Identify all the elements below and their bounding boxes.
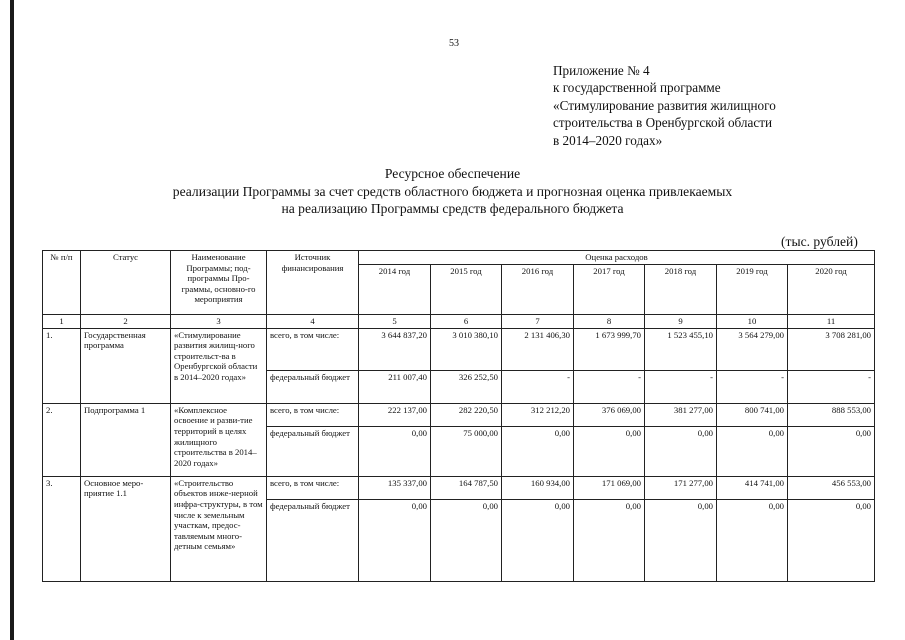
total-value: 414 741,00: [717, 476, 788, 499]
column-number: 10: [717, 315, 788, 329]
total-value: 888 553,00: [788, 403, 875, 426]
total-value: 282 220,50: [431, 403, 502, 426]
federal-value: 211 007,40: [359, 370, 431, 403]
total-value: 171 069,00: [574, 476, 645, 499]
federal-value: -: [645, 370, 717, 403]
total-value: 312 212,20: [502, 403, 574, 426]
row-number: 1.: [43, 328, 81, 403]
federal-value: 326 252,50: [431, 370, 502, 403]
federal-value: 0,00: [717, 426, 788, 476]
row-name: «Комплексное освоение и разви-тие территорий в целях жилищного строительства в 2014–2020 годах»: [171, 403, 267, 476]
row-status: Государственная программа: [81, 328, 171, 403]
title-line: реализации Программы за счет средств областного бюджета и прогнозная оценка привлекаемых: [172, 183, 733, 199]
federal-value: -: [717, 370, 788, 403]
row-source-federal: федеральный бюджет: [267, 370, 359, 403]
total-value: 160 934,00: [502, 476, 574, 499]
column-number: 5: [359, 315, 431, 329]
federal-value: 0,00: [574, 426, 645, 476]
federal-value: 0,00: [502, 426, 574, 476]
federal-value: 0,00: [574, 499, 645, 581]
federal-value: -: [574, 370, 645, 403]
appendix-line: строительства в Оренбургской области: [553, 115, 773, 131]
federal-value: 0,00: [502, 499, 574, 581]
total-value: 171 277,00: [645, 476, 717, 499]
total-value: 456 553,00: [788, 476, 875, 499]
header-year: 2015 год: [431, 265, 502, 315]
title-line: на реализацию Программы средств федерального бюджета: [281, 201, 624, 216]
federal-value: -: [502, 370, 574, 403]
header-year: 2014 год: [359, 265, 431, 315]
row-name: «Стимулирование развития жилищ-ного строительст-ва в Оренбургской области в 2014–2020 годах»: [171, 328, 267, 403]
appendix-line: к государственной программе: [553, 80, 721, 96]
title-line: Ресурсное обеспечение: [384, 166, 521, 181]
row-name: «Строительство объектов инже-нерной инфра-структуры, в том числе к земельным участкам, предос-тавляемым много-детным семьям»: [171, 476, 267, 581]
page-number: 53: [449, 38, 459, 49]
total-value: 3 564 279,00: [717, 328, 788, 370]
scan-left-edge: [10, 0, 14, 640]
table-row: [43, 403, 875, 426]
federal-value: 0,00: [645, 426, 717, 476]
total-value: 1 523 455,10: [645, 328, 717, 370]
total-value: 3 644 837,20: [359, 328, 431, 370]
total-value: 381 277,00: [645, 403, 717, 426]
total-value: 135 337,00: [359, 476, 431, 499]
header-year: 2016 год: [502, 265, 574, 315]
row-status: Подпрограмма 1: [81, 403, 171, 476]
appendix-line: в 2014–2020 годах»: [553, 132, 663, 148]
document-title: [0, 165, 905, 218]
total-value: 2 131 406,30: [502, 328, 574, 370]
row-status: Основное меро-приятие 1.1: [81, 476, 171, 581]
header-status: Статус: [81, 251, 171, 315]
row-source-total: всего, в том числе:: [267, 403, 359, 426]
total-value: 164 787,50: [431, 476, 502, 499]
column-number: 11: [788, 315, 875, 329]
total-value: 376 069,00: [574, 403, 645, 426]
column-number: 4: [267, 315, 359, 329]
resource-table: [42, 250, 875, 582]
table-row: [43, 476, 875, 499]
column-number: 9: [645, 315, 717, 329]
federal-value: 75 000,00: [431, 426, 502, 476]
column-number: 7: [502, 315, 574, 329]
total-value: 222 137,00: [359, 403, 431, 426]
row-source-total: всего, в том числе:: [267, 476, 359, 499]
header-num: № п/п: [43, 251, 81, 315]
column-number: 1: [43, 315, 81, 329]
total-value: 800 741,00: [717, 403, 788, 426]
row-number: 2.: [43, 403, 81, 476]
units-label: (тыс. рублей): [781, 234, 858, 249]
total-value: 3 010 380,10: [431, 328, 502, 370]
federal-value: 0,00: [788, 426, 875, 476]
header-year: 2017 год: [574, 265, 645, 315]
header-year: 2020 год: [788, 265, 875, 315]
row-source-total: всего, в том числе:: [267, 328, 359, 370]
appendix-line: Приложение № 4: [553, 63, 650, 78]
header-name: Наименование Программы; под-программы Про-граммы, основно-го мероприятия: [171, 251, 267, 315]
header-source: Источник финансирования: [267, 251, 359, 315]
column-number: 3: [171, 315, 267, 329]
federal-value: 0,00: [717, 499, 788, 581]
row-number: 3.: [43, 476, 81, 581]
header-estimate: Оценка расходов: [359, 251, 875, 265]
appendix-block: [553, 62, 776, 149]
total-value: 1 673 999,70: [574, 328, 645, 370]
federal-value: 0,00: [431, 499, 502, 581]
row-source-federal: федеральный бюджет: [267, 499, 359, 581]
federal-value: 0,00: [359, 499, 431, 581]
appendix-line: «Стимулирование развития жилищного: [553, 97, 776, 113]
header-year: 2019 год: [717, 265, 788, 315]
total-value: 3 708 281,00: [788, 328, 875, 370]
federal-value: -: [788, 370, 875, 403]
column-number: 2: [81, 315, 171, 329]
federal-value: 0,00: [788, 499, 875, 581]
column-number: 6: [431, 315, 502, 329]
federal-value: 0,00: [359, 426, 431, 476]
header-year: 2018 год: [645, 265, 717, 315]
table-row: [43, 328, 875, 370]
row-source-federal: федеральный бюджет: [267, 426, 359, 476]
federal-value: 0,00: [645, 499, 717, 581]
column-number-row: [43, 315, 875, 329]
column-number: 8: [574, 315, 645, 329]
